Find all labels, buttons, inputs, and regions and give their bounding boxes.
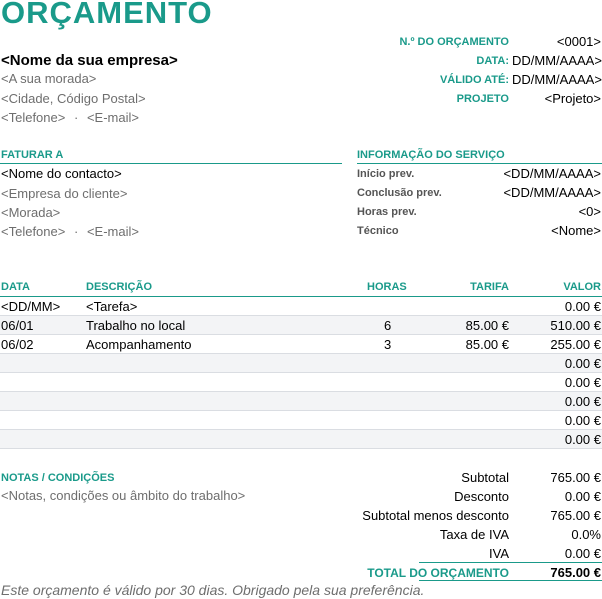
row-description[interactable]: <Tarefa> bbox=[86, 299, 138, 314]
table-row[interactable] bbox=[0, 373, 602, 392]
date-value[interactable]: DD/MM/AAAA> bbox=[512, 53, 602, 68]
valid-until-label: VÁLIDO ATÉ: bbox=[439, 74, 509, 86]
table-row[interactable] bbox=[0, 316, 602, 335]
table-row[interactable] bbox=[0, 392, 602, 411]
total-divider bbox=[419, 562, 602, 563]
row-amount: 0.00 € bbox=[564, 375, 601, 390]
row-rate[interactable]: 85.00 € bbox=[465, 337, 509, 352]
row-hours[interactable]: 3 bbox=[384, 337, 392, 352]
row-amount: 0.00 € bbox=[564, 356, 601, 371]
company-phone[interactable]: <Telefone> bbox=[1, 110, 66, 125]
row-description[interactable]: Acompanhamento bbox=[86, 337, 192, 352]
tax-rate-value[interactable]: 0.0% bbox=[571, 527, 601, 542]
bill-to-heading: FATURAR A bbox=[1, 149, 64, 161]
service-end-label: Conclusão prev. bbox=[357, 187, 442, 199]
col-header-amount: VALOR bbox=[563, 281, 601, 293]
subtotal-less-discount-label: Subtotal menos desconto bbox=[362, 508, 509, 523]
col-header-date: DATA bbox=[1, 281, 30, 293]
company-address[interactable]: <A sua morada> bbox=[1, 71, 97, 86]
service-hours-label: Horas prev. bbox=[357, 206, 417, 218]
service-start-value[interactable]: <DD/MM/AAAA> bbox=[503, 166, 601, 181]
separator-dot: · bbox=[73, 224, 79, 239]
bill-to-contact[interactable]: <Nome do contacto> bbox=[1, 166, 122, 181]
table-row[interactable] bbox=[0, 335, 602, 354]
row-amount: 255.00 € bbox=[550, 337, 601, 352]
quote-number-label: N.º DO ORÇAMENTO bbox=[399, 36, 509, 48]
row-date[interactable]: 06/01 bbox=[1, 318, 34, 333]
row-divider bbox=[0, 448, 602, 449]
page-title: ORÇAMENTO bbox=[1, 0, 213, 30]
row-amount: 510.00 € bbox=[550, 318, 601, 333]
company-city[interactable]: <Cidade, Código Postal> bbox=[1, 91, 146, 106]
bill-to-contact-line bbox=[1, 224, 139, 239]
row-amount: 0.00 € bbox=[564, 432, 601, 447]
col-header-hours: HORAS bbox=[367, 281, 407, 293]
table-row[interactable] bbox=[0, 411, 602, 430]
row-rate[interactable]: 85.00 € bbox=[465, 318, 509, 333]
table-row[interactable] bbox=[0, 354, 602, 373]
bill-to-company[interactable]: <Empresa do cliente> bbox=[1, 186, 128, 201]
row-amount: 0.00 € bbox=[564, 299, 601, 314]
subtotal-label: Subtotal bbox=[461, 470, 509, 485]
table-row[interactable] bbox=[0, 430, 602, 449]
divider bbox=[357, 163, 602, 164]
company-contact-line bbox=[1, 110, 139, 125]
date-label: DATA: bbox=[476, 55, 509, 67]
col-header-rate: TARIFA bbox=[470, 281, 509, 293]
bill-to-address[interactable]: <Morada> bbox=[1, 205, 61, 220]
company-name[interactable]: <Nome da sua empresa> bbox=[1, 52, 178, 69]
project-label: PROJETO bbox=[456, 93, 509, 105]
row-amount: 0.00 € bbox=[564, 394, 601, 409]
col-header-description: DESCRIÇÃO bbox=[86, 281, 153, 293]
project-value[interactable]: <Projeto> bbox=[544, 91, 601, 106]
row-date[interactable]: 06/02 bbox=[1, 337, 34, 352]
service-end-value[interactable]: <DD/MM/AAAA> bbox=[503, 185, 601, 200]
service-start-label: Início prev. bbox=[357, 168, 415, 180]
separator-dot: · bbox=[73, 110, 79, 125]
total-divider bbox=[419, 580, 602, 581]
row-hours[interactable]: 6 bbox=[384, 318, 392, 333]
tax-label: IVA bbox=[489, 546, 509, 561]
company-email[interactable]: <E-mail> bbox=[86, 110, 139, 125]
bill-to-phone[interactable]: <Telefone> bbox=[1, 224, 66, 239]
valid-until-value[interactable]: DD/MM/AAAA> bbox=[512, 72, 602, 87]
discount-label: Desconto bbox=[454, 489, 509, 504]
tax-value: 0.00 € bbox=[564, 546, 601, 561]
service-technician-value[interactable]: <Nome> bbox=[551, 223, 601, 238]
row-amount: 0.00 € bbox=[564, 413, 601, 428]
service-technician-label: Técnico bbox=[357, 225, 399, 237]
service-hours-value[interactable]: <0> bbox=[578, 204, 601, 219]
subtotal-value: 765.00 € bbox=[550, 470, 601, 485]
discount-value[interactable]: 0.00 € bbox=[564, 489, 601, 504]
subtotal-less-discount-value: 765.00 € bbox=[550, 508, 601, 523]
quote-number-value[interactable]: <0001> bbox=[556, 34, 601, 49]
notes-text[interactable]: <Notas, condições ou âmbito do trabalho> bbox=[1, 488, 246, 503]
service-info-heading: INFORMAÇÃO DO SERVIÇO bbox=[357, 149, 505, 161]
tax-rate-label: Taxa de IVA bbox=[439, 527, 509, 542]
footer-note: Este orçamento é válido por 30 dias. Obrigado pela sua preferência. bbox=[1, 582, 425, 598]
total-value: 765.00 € bbox=[550, 565, 601, 580]
row-date[interactable]: <DD/MM> bbox=[1, 299, 61, 314]
row-description[interactable]: Trabalho no local bbox=[86, 318, 186, 333]
table-row[interactable] bbox=[0, 297, 602, 316]
divider bbox=[0, 163, 342, 164]
bill-to-email[interactable]: <E-mail> bbox=[86, 224, 139, 239]
notes-heading: NOTAS / CONDIÇÕES bbox=[1, 472, 115, 484]
total-label: TOTAL DO ORÇAMENTO bbox=[367, 566, 509, 580]
